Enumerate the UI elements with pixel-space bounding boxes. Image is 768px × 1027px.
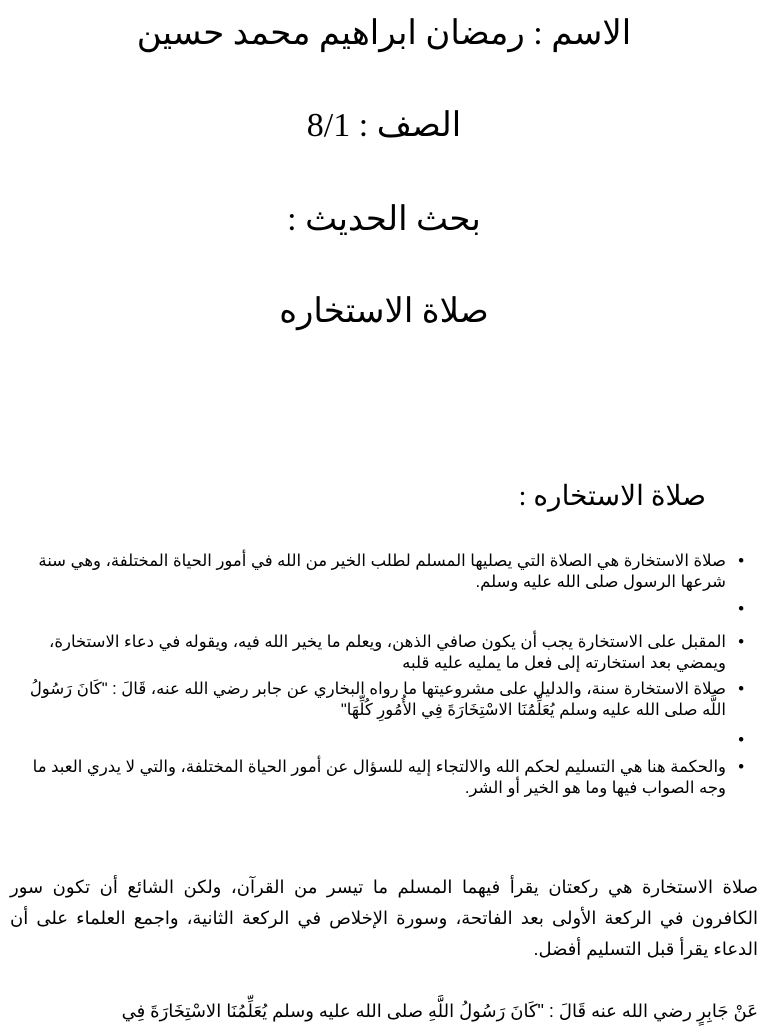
bullet-marker: •: [738, 758, 744, 776]
class-line: الصف : 8/1: [306, 107, 462, 144]
bullet-marker: •: [738, 600, 744, 618]
research-title-line: بحث الحديث :: [287, 201, 481, 238]
bullet-item: [16, 679, 744, 721]
bullet-text: صلاة الاستخارة هي الصلاة التي يصليها المسلم لطلب الخير من الله في أمور الحياة المختلفة، وهي سنة شرعها الرسول صلى الله عليه وسلم.: [38, 552, 726, 591]
bullet-list: [16, 551, 744, 799]
bullet-text: صلاة الاستخارة سنة، والدليل على مشروعيتها ما رواه البخاري عن جابر رضي الله عنه، قَالَ : "كَانَ رَسُولُ اللَّه صلى الله عليه وسلم يُعَلِّمُنَا الاسْتِخَارَةَ فِي الأُمُورِ كُلِّهَا": [29, 680, 726, 719]
bullet-marker: •: [738, 680, 744, 698]
bullet-text: والحكمة هنا هي التسليم لحكم الله والالتجاء إليه للسؤال عن أمور الحياة المختلفة، والتي لا يدري العبد ما وجه الصواب فيها وما هو الخير أو الشر.: [32, 758, 726, 797]
bullet-text: المقبل على الاستخارة يجب أن يكون صافي الذهن، ويعلم ما يخير الله فيه، ويقوله في دعاء الاستخارة، ويمضي بعد استخارته إلى فعل ما يمليه عليه قلبه: [49, 633, 726, 672]
student-name-line: الاسم : رمضان ابراهيم محمد حسين: [136, 15, 632, 52]
bullet-item: [16, 632, 744, 674]
body-paragraph: صلاة الاستخارة هي ركعتان يقرأ فيهما المسلم ما تيسر من القرآن، ولكن الشائع أن تكون سور الكافرون في الركعة الأولى بعد الفاتحة، وسورة الإخلاص في الركعة الثانية، واجمع العلماء على أن الدعاء يقرأ قبل التسليم أفضل.: [10, 877, 758, 959]
bullet-marker: •: [738, 633, 744, 651]
bullet-marker: •: [738, 552, 744, 570]
hadith-paragraph: عَنْ جَابِرٍ رضي الله عنه قَالَ : "كَانَ رَسُولُ اللَّهِ صلى الله عليه وسلم يُعَلِّمُنَا الاسْتِخَارَةَ فِي: [121, 1001, 758, 1021]
bullet-item: [16, 730, 744, 751]
bullet-item: [16, 551, 744, 593]
bullet-item: [16, 757, 744, 799]
bullet-marker: •: [738, 731, 744, 749]
bullet-item: [16, 599, 744, 620]
section-heading: صلاة الاستخاره :: [518, 481, 706, 512]
topic-title-line: صلاة الاستخاره: [279, 293, 489, 330]
